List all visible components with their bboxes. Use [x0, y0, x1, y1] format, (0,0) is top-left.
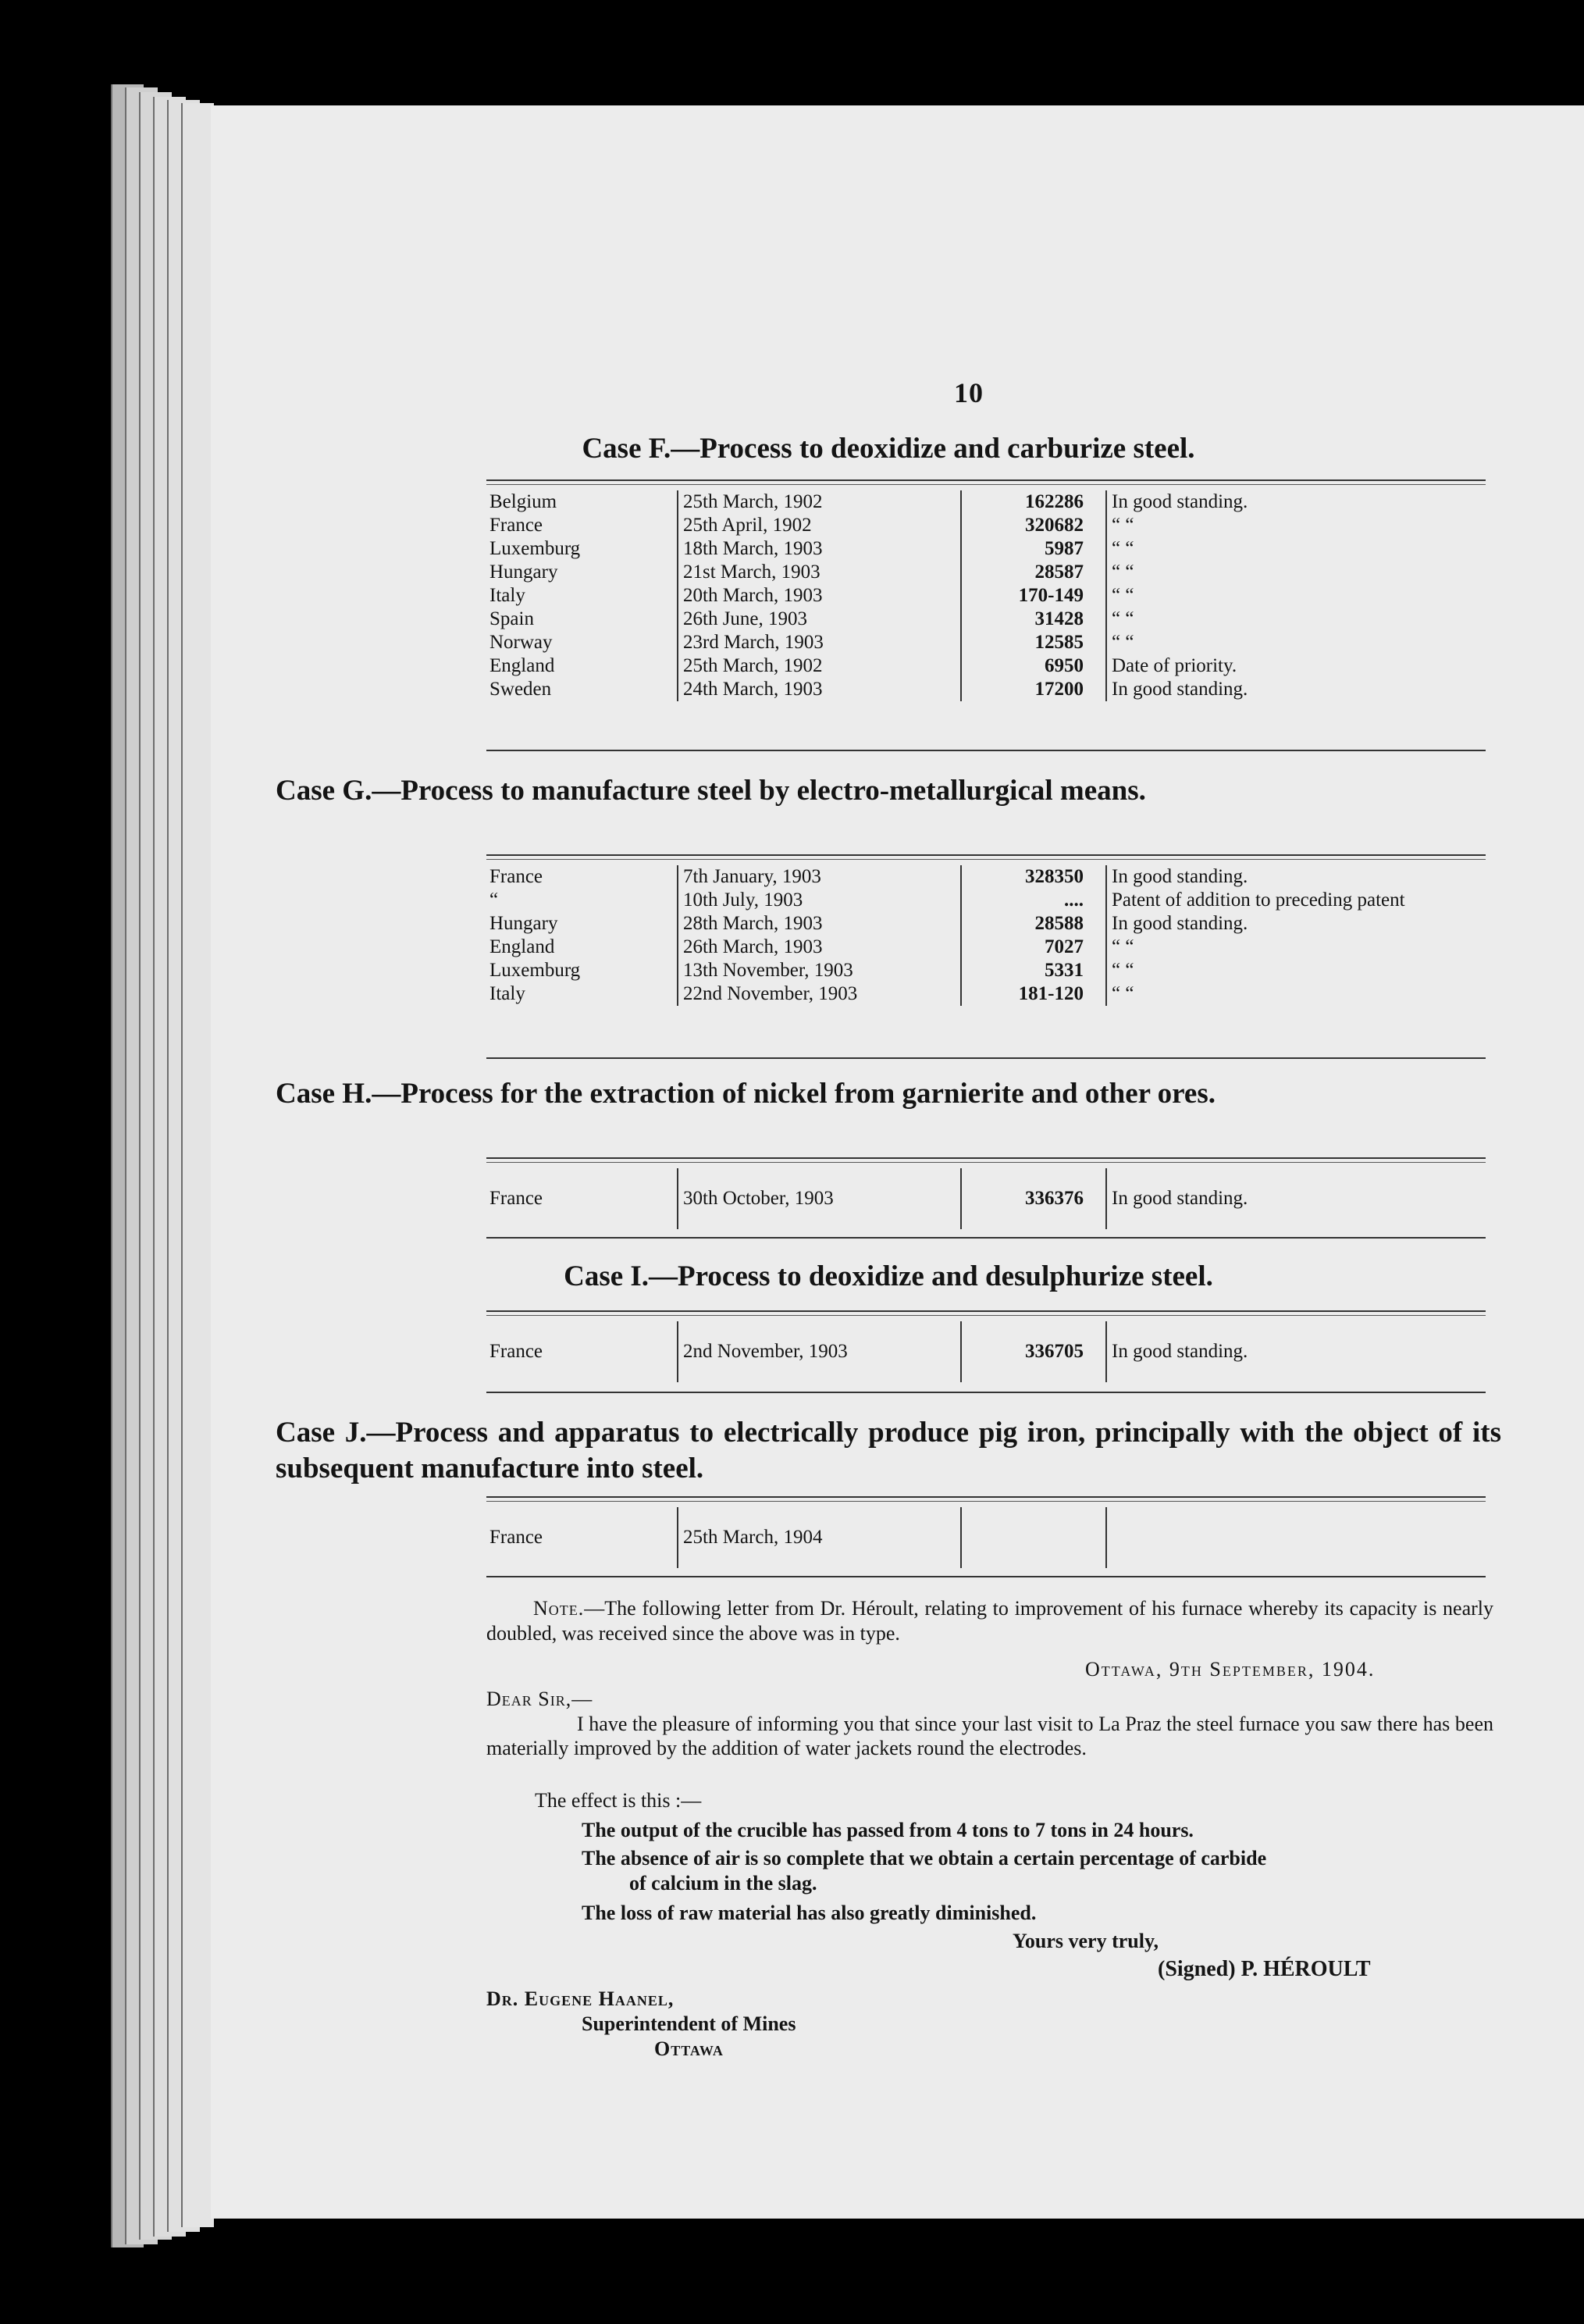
table-row — [486, 537, 1486, 561]
patent-number-cell: 170-149 — [961, 584, 1106, 608]
letter-paragraph: The effect is this :— — [535, 1789, 702, 1812]
country-cell: France — [489, 1341, 543, 1362]
addressee-title: Superintendent of Mines — [582, 2012, 796, 2035]
status-cell: In good standing. — [1106, 912, 1486, 936]
date-cell: 18th March, 1903 — [678, 537, 961, 561]
case-f-title: Case F.—Process to deoxidize and carburize steel. — [582, 433, 1195, 465]
table-row — [486, 1507, 1486, 1568]
patent-number-cell: .... — [961, 889, 1106, 912]
rule — [486, 1392, 1486, 1393]
country-cell: Luxemburg — [489, 960, 581, 981]
case-h-title: Case H.—Process for the extraction of nickel from garnierite and other ores. — [276, 1078, 1216, 1110]
table-row — [486, 608, 1486, 631]
page-number: 10 — [954, 377, 984, 408]
rule — [486, 1315, 1486, 1316]
status-cell: “ “ — [1106, 936, 1486, 959]
letter-salutation: Dear Sir,— — [486, 1688, 593, 1710]
date-cell: 20th March, 1903 — [678, 584, 961, 608]
rule — [486, 1237, 1486, 1239]
patent-number-cell: 336376 — [961, 1168, 1106, 1229]
patent-number-cell: 5331 — [961, 959, 1106, 982]
date-cell: 10th July, 1903 — [678, 889, 961, 912]
country-cell: Italy — [489, 983, 525, 1004]
patent-number-cell — [961, 1507, 1106, 1568]
case-i-table — [486, 1321, 1486, 1382]
date-cell: 22nd November, 1903 — [678, 982, 961, 1006]
rule — [486, 1576, 1486, 1577]
patent-number-cell: 5987 — [961, 537, 1106, 561]
case-i-title: Case I.—Process to deoxidize and desulphurize steel. — [564, 1260, 1213, 1292]
status-cell: In good standing. — [1106, 678, 1486, 701]
status-cell: In good standing. — [1106, 1168, 1486, 1229]
date-cell: 25th March, 1904 — [678, 1507, 961, 1568]
table-row — [486, 1168, 1486, 1229]
country-cell: England — [489, 936, 555, 957]
country-cell: Hungary — [489, 561, 558, 583]
status-cell — [1106, 1507, 1486, 1568]
status-cell: In good standing. — [1106, 1321, 1486, 1382]
status-cell: In good standing. — [1106, 490, 1486, 514]
status-cell: “ “ — [1106, 959, 1486, 982]
status-cell: “ “ — [1106, 584, 1486, 608]
patent-number-cell: 328350 — [961, 865, 1106, 889]
patent-number-cell: 181-120 — [961, 982, 1106, 1006]
page-edge — [181, 103, 214, 2227]
table-row — [486, 889, 1486, 912]
date-cell: 24th March, 1903 — [678, 678, 961, 701]
date-cell: 2nd November, 1903 — [678, 1321, 961, 1382]
table-row — [486, 490, 1486, 514]
status-cell: In good standing. — [1106, 865, 1486, 889]
case-j-title: Case J.—Process and apparatus to electrically produce pig iron, principally with the object of its subsequent manufacture into steel. — [276, 1417, 1501, 1485]
table-row — [486, 678, 1486, 701]
country-cell: Sweden — [489, 679, 552, 700]
country-cell: France — [489, 866, 543, 887]
date-cell: 21st March, 1903 — [678, 561, 961, 584]
table-row — [486, 584, 1486, 608]
rule — [486, 479, 1486, 481]
table-row — [486, 1321, 1486, 1382]
case-h-table — [486, 1168, 1486, 1229]
status-cell: “ “ — [1106, 608, 1486, 631]
table-row — [486, 912, 1486, 936]
country-cell: Spain — [489, 608, 534, 629]
date-cell: 25th March, 1902 — [678, 654, 961, 678]
patent-number-cell: 320682 — [961, 514, 1106, 537]
country-cell: France — [489, 515, 543, 536]
table-row — [486, 936, 1486, 959]
case-j-table — [486, 1507, 1486, 1568]
patent-number-cell: 7027 — [961, 936, 1106, 959]
letter-paragraph: I have the pleasure of informing you that since your last visit to La Praz the steel furnace you saw there has been materially improved by the addition of water jackets round the electrodes. — [486, 1713, 1493, 1759]
rule — [486, 1310, 1486, 1312]
letter-paragraph: The loss of raw material has also greatly diminished. — [582, 1902, 1037, 1924]
rule — [486, 1496, 1486, 1498]
status-cell: “ “ — [1106, 982, 1486, 1006]
table-row — [486, 561, 1486, 584]
rule — [486, 1157, 1486, 1159]
letter-paragraph: The absence of air is so complete that we obtain a certain percentage of carbide — [582, 1847, 1267, 1870]
country-cell: Italy — [489, 585, 525, 606]
patent-number-cell: 28587 — [961, 561, 1106, 584]
status-cell: “ “ — [1106, 561, 1486, 584]
date-cell: 26th March, 1903 — [678, 936, 961, 959]
patent-number-cell: 162286 — [961, 490, 1106, 514]
case-g-table — [486, 865, 1486, 1006]
date-cell: 7th January, 1903 — [678, 865, 961, 889]
case-g-title: Case G.—Process to manufacture steel by electro-metallurgical means. — [276, 775, 1146, 807]
country-cell: “ — [489, 889, 499, 911]
patent-number-cell: 6950 — [961, 654, 1106, 678]
note-paragraph — [486, 1596, 1493, 1646]
rule — [486, 750, 1486, 751]
table-row — [486, 959, 1486, 982]
table-row — [486, 514, 1486, 537]
rule — [486, 484, 1486, 485]
patent-number-cell: 28588 — [961, 912, 1106, 936]
rule — [486, 1501, 1486, 1502]
date-cell: 25th March, 1902 — [678, 490, 961, 514]
status-cell: “ “ — [1106, 514, 1486, 537]
addressee-city: Ottawa — [654, 2037, 724, 2060]
country-cell: France — [489, 1188, 543, 1209]
date-cell: 26th June, 1903 — [678, 608, 961, 631]
date-cell: 30th October, 1903 — [678, 1168, 961, 1229]
letter-place-date: Ottawa, 9th September, 1904. — [1085, 1658, 1376, 1681]
table-row — [486, 654, 1486, 678]
status-cell: Date of priority. — [1106, 654, 1486, 678]
country-cell: Hungary — [489, 913, 558, 934]
status-cell: Patent of addition to preceding patent — [1106, 889, 1486, 912]
country-cell: England — [489, 655, 555, 676]
rule — [486, 859, 1486, 860]
date-cell: 25th April, 1902 — [678, 514, 961, 537]
letter-closing: Yours very truly, — [1013, 1930, 1159, 1952]
letter-paragraph: of calcium in the slag. — [629, 1872, 817, 1894]
country-cell: Belgium — [489, 491, 557, 512]
note-text: —The following letter from Dr. Héroult, relating to improvement of his furnace whereby its capacity is nearly doubled, was received since the above was in type. — [486, 1597, 1493, 1645]
patent-number-cell: 17200 — [961, 678, 1106, 701]
date-cell: 13th November, 1903 — [678, 959, 961, 982]
country-cell: Luxemburg — [489, 538, 581, 559]
letter-signature: (Signed) P. HÉROULT — [1158, 1957, 1371, 1981]
table-row — [486, 631, 1486, 654]
patent-number-cell: 336705 — [961, 1321, 1106, 1382]
status-cell: “ “ — [1106, 631, 1486, 654]
table-row — [486, 982, 1486, 1006]
patent-number-cell: 31428 — [961, 608, 1106, 631]
country-cell: France — [489, 1527, 543, 1548]
case-f-table — [486, 490, 1486, 701]
letter-paragraph: The output of the crucible has passed from 4 tons to 7 tons in 24 hours. — [582, 1819, 1194, 1841]
table-row — [486, 865, 1486, 889]
date-cell: 23rd March, 1903 — [678, 631, 961, 654]
date-cell: 28th March, 1903 — [678, 912, 961, 936]
addressee-name: Dr. Eugene Haanel, — [486, 1987, 675, 2010]
rule — [486, 1162, 1486, 1163]
country-cell: Norway — [489, 632, 553, 653]
rule — [486, 1057, 1486, 1059]
status-cell: “ “ — [1106, 537, 1486, 561]
note-label: Note. — [533, 1597, 585, 1620]
rule — [486, 854, 1486, 856]
patent-number-cell: 12585 — [961, 631, 1106, 654]
